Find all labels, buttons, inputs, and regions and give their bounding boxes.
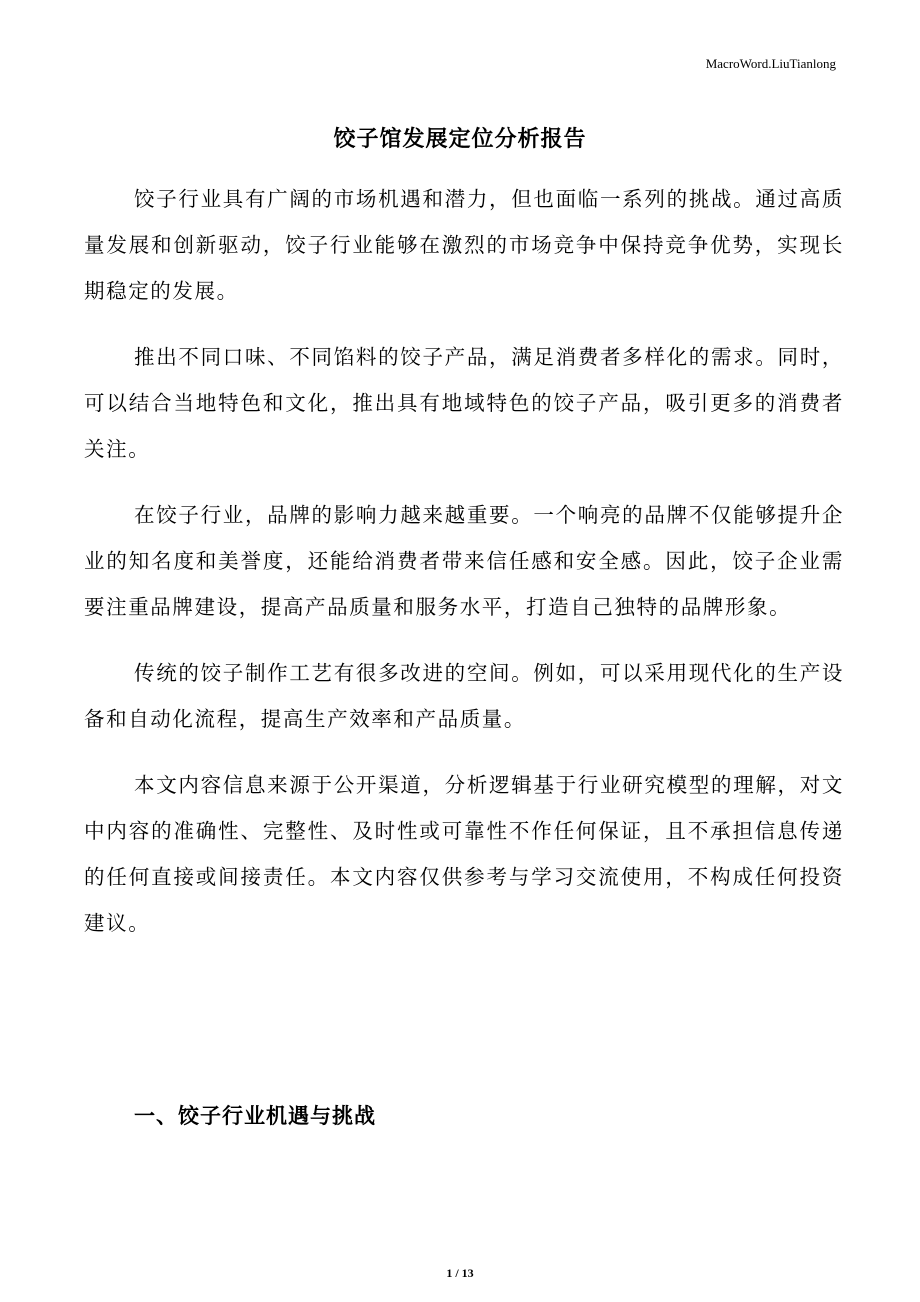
- header-author: MacroWord.LiuTianlong: [705, 56, 836, 71]
- document-title: 饺子馆发展定位分析报告: [333, 127, 587, 152]
- paragraph-brand: 在饺子行业，品牌的影响力越来越重要。一个响亮的品牌不仅能够提升企业的知名度和美誉度，还能给消费者带来信任感和安全感。因此，饺子企业需要注重品牌建设，提高产品质量和服务水平，打造自己独特的品牌形象。: [84, 503, 844, 619]
- paragraph-process: 传统的饺子制作工艺有很多改进的空间。例如，可以采用现代化的生产设备和自动化流程，提高生产效率和产品质量。: [84, 661, 844, 731]
- paragraph-disclaimer: 本文内容信息来源于公开渠道，分析逻辑基于行业研究模型的理解，对文中内容的准确性、完整性、及时性或可靠性不作任何保证，且不承担信息传递的任何直接或间接责任。本文内容仅供参考与学习交流使用，不构成任何投资建议。: [84, 773, 844, 935]
- section-heading: 一、饺子行业机遇与挑战: [134, 1104, 376, 1128]
- document-body: [84, 176, 844, 966]
- paragraph-intro: 饺子行业具有广阔的市场机遇和潜力，但也面临一系列的挑战。通过高质量发展和创新驱动，饺子行业能够在激烈的市场竞争中保持竞争优势，实现长期稳定的发展。: [84, 187, 844, 303]
- paragraph-products: 推出不同口味、不同馅料的饺子产品，满足消费者多样化的需求。同时，可以结合当地特色和文化，推出具有地域特色的饺子产品，吸引更多的消费者关注。: [84, 345, 844, 461]
- page-indicator: 1 / 13: [446, 1266, 474, 1280]
